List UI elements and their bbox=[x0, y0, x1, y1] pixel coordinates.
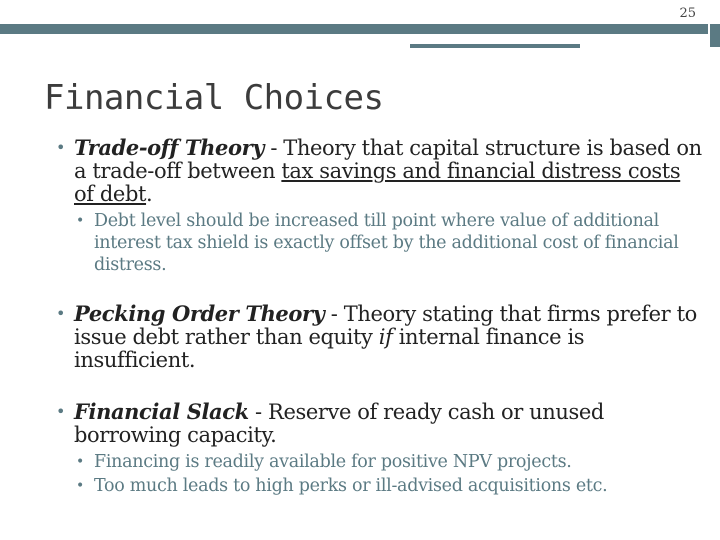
separator: - bbox=[264, 136, 284, 160]
term-financial-slack: Financial Slack bbox=[74, 399, 249, 424]
slide-number: 25 bbox=[679, 6, 696, 21]
bullet-marker: • bbox=[76, 454, 84, 470]
bullet-trade-off-theory bbox=[56, 136, 706, 206]
bullet-marker: • bbox=[56, 138, 66, 157]
slide-title: Financial Choices bbox=[44, 78, 384, 118]
sub-bullet-text: Financing is readily available for positive NPV projects. bbox=[94, 452, 572, 472]
definition-text: Theory stating that firms prefer to issue debt rather than equity bbox=[74, 302, 697, 349]
term-pecking-order: Pecking Order Theory bbox=[74, 301, 325, 326]
header-bar bbox=[0, 24, 708, 34]
bullet-marker: • bbox=[56, 402, 66, 421]
sub-bullet bbox=[56, 475, 706, 497]
definition-end: . bbox=[146, 182, 153, 206]
separator: - bbox=[248, 400, 269, 424]
italic-text: if bbox=[378, 325, 393, 349]
definition-text: Reserve of ready cash or unused borrowing capacity. bbox=[74, 400, 604, 447]
sub-bullet-text: Debt level should be increased till point where value of additional interest tax shield is exactly offset by the additional cost of financial distress. bbox=[94, 211, 679, 275]
definition-text: Theory that capital structure is based on a trade-off between bbox=[74, 136, 702, 183]
header-accent-bar bbox=[410, 44, 580, 48]
sub-bullet bbox=[56, 451, 706, 473]
bullet-marker: • bbox=[76, 478, 84, 494]
term-trade-off: Trade-off Theory bbox=[74, 135, 265, 160]
bullet-financial-slack bbox=[56, 400, 706, 447]
bullet-pecking-order-theory bbox=[56, 302, 706, 372]
separator: - bbox=[324, 302, 344, 326]
sub-bullet-text: Too much leads to high perks or ill-advised acquisitions etc. bbox=[94, 476, 608, 496]
bullet-marker: • bbox=[76, 213, 84, 229]
slide-body bbox=[56, 136, 706, 497]
header-bar-end bbox=[710, 24, 720, 47]
underlined-text: tax savings and financial distress costs of debt bbox=[74, 159, 681, 206]
definition-end: internal finance is insufficient. bbox=[74, 325, 585, 372]
bullet-marker: • bbox=[56, 304, 66, 323]
sub-bullet bbox=[56, 210, 706, 276]
